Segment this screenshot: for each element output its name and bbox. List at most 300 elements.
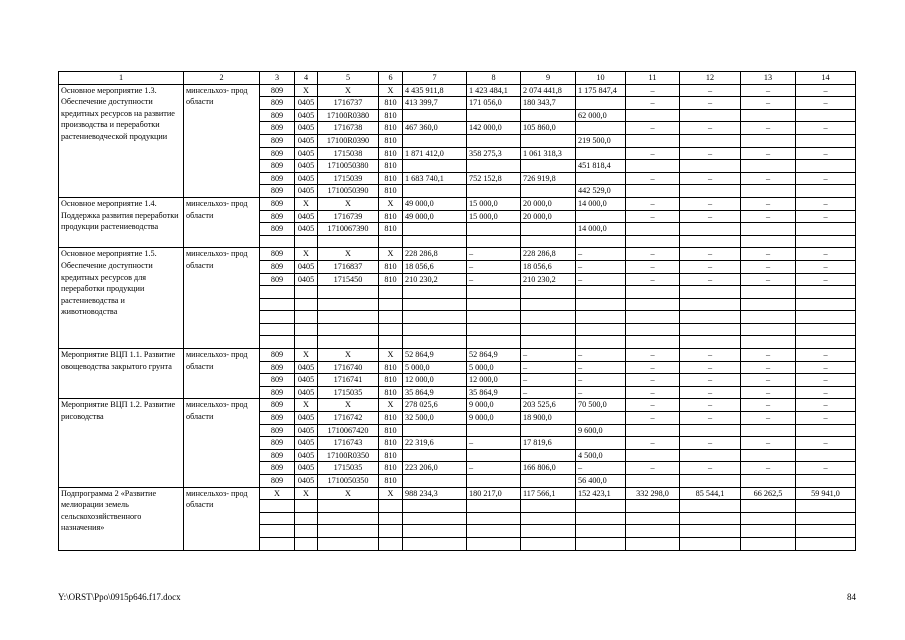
amount-cell xyxy=(403,323,467,336)
code-cell xyxy=(626,512,680,525)
amount-cell: 9 600,0 xyxy=(576,424,626,437)
code-cell xyxy=(260,286,295,299)
code-cell xyxy=(318,336,379,349)
amount-cell xyxy=(467,475,521,488)
code-cell: 810 xyxy=(379,134,403,147)
code-cell: – xyxy=(796,147,856,160)
code-cell: – xyxy=(626,437,680,450)
code-cell xyxy=(318,286,379,299)
amount-cell: 1 175 847,4 xyxy=(576,84,626,97)
table-body xyxy=(59,72,856,551)
code-cell: – xyxy=(626,273,680,286)
code-cell: – xyxy=(796,248,856,261)
code-cell xyxy=(796,449,856,462)
amount-cell xyxy=(403,336,467,349)
code-cell xyxy=(796,185,856,198)
code-cell xyxy=(379,286,403,299)
amount-cell xyxy=(521,160,576,173)
code-cell xyxy=(796,298,856,311)
amount-cell: 62 000,0 xyxy=(576,109,626,122)
amount-cell: 18 900,0 xyxy=(521,412,576,425)
amount-cell xyxy=(467,160,521,173)
amount-cell xyxy=(576,147,626,160)
code-cell xyxy=(680,160,741,173)
code-cell xyxy=(295,286,318,299)
column-number: 1 xyxy=(59,72,184,85)
code-cell xyxy=(741,537,796,550)
code-cell xyxy=(680,500,741,513)
code-cell: – xyxy=(796,437,856,450)
code-cell: 1716737 xyxy=(318,97,379,110)
code-cell xyxy=(680,336,741,349)
code-cell: 1716741 xyxy=(318,374,379,387)
amount-cell: 228 286,8 xyxy=(403,248,467,261)
code-cell: 809 xyxy=(260,361,295,374)
executor: минсельхоз- прод области xyxy=(184,248,260,349)
code-cell: – xyxy=(796,210,856,223)
executor: минсельхоз- прод области xyxy=(184,349,260,399)
amount-cell: 413 399,7 xyxy=(403,97,467,110)
amount-cell xyxy=(521,134,576,147)
code-cell xyxy=(796,323,856,336)
code-cell: X xyxy=(379,84,403,97)
amount-cell xyxy=(467,323,521,336)
code-cell xyxy=(680,185,741,198)
amount-cell xyxy=(521,500,576,513)
amount-cell xyxy=(576,500,626,513)
amount-cell: – xyxy=(467,248,521,261)
code-cell xyxy=(796,336,856,349)
amount-cell: 22 319,6 xyxy=(403,437,467,450)
code-cell xyxy=(741,449,796,462)
code-cell: 810 xyxy=(379,361,403,374)
code-cell: – xyxy=(741,349,796,362)
code-cell xyxy=(379,512,403,525)
code-cell xyxy=(796,500,856,513)
code-cell: – xyxy=(626,412,680,425)
code-cell: – xyxy=(680,386,741,399)
code-cell: – xyxy=(741,399,796,412)
code-cell: 809 xyxy=(260,97,295,110)
code-cell: 17100R0380 xyxy=(318,109,379,122)
code-cell xyxy=(796,160,856,173)
amount-cell xyxy=(521,185,576,198)
amount-cell: – xyxy=(521,349,576,362)
amount-cell: 9 000,0 xyxy=(467,399,521,412)
code-cell: 810 xyxy=(379,424,403,437)
code-cell: 810 xyxy=(379,160,403,173)
measure-name: Мероприятие ВЦП 1.1. Развитие овощеводства закрытого грунта xyxy=(59,349,184,399)
code-cell: – xyxy=(680,97,741,110)
code-cell xyxy=(680,311,741,324)
amount-cell xyxy=(403,223,467,236)
code-cell: – xyxy=(796,462,856,475)
amount-cell: 14 000,0 xyxy=(576,197,626,210)
amount-cell xyxy=(521,336,576,349)
code-cell: – xyxy=(741,147,796,160)
amount-cell xyxy=(403,134,467,147)
amount-cell: 15 000,0 xyxy=(467,197,521,210)
code-cell: – xyxy=(626,361,680,374)
code-cell xyxy=(680,424,741,437)
amount-cell xyxy=(467,109,521,122)
column-number: 7 xyxy=(403,72,467,85)
amount-cell: – xyxy=(521,374,576,387)
code-cell xyxy=(680,525,741,538)
amount-cell: – xyxy=(521,386,576,399)
amount-cell: 12 000,0 xyxy=(403,374,467,387)
amount-cell: 52 864,9 xyxy=(467,349,521,362)
amount-cell xyxy=(576,311,626,324)
amount-cell: 15 000,0 xyxy=(467,210,521,223)
amount-cell xyxy=(403,185,467,198)
code-cell: 1710050390 xyxy=(318,185,379,198)
code-cell: – xyxy=(741,437,796,450)
code-cell xyxy=(379,336,403,349)
code-cell: 0405 xyxy=(295,475,318,488)
code-cell: 17100R0350 xyxy=(318,449,379,462)
code-cell: – xyxy=(626,210,680,223)
code-cell xyxy=(295,311,318,324)
amount-cell xyxy=(576,235,626,248)
code-cell xyxy=(318,525,379,538)
amount-cell xyxy=(403,109,467,122)
code-cell xyxy=(680,223,741,236)
code-cell: 1716739 xyxy=(318,210,379,223)
code-cell: – xyxy=(626,84,680,97)
code-cell xyxy=(741,336,796,349)
code-cell xyxy=(260,525,295,538)
code-cell: – xyxy=(680,122,741,135)
code-cell: – xyxy=(796,349,856,362)
code-cell: – xyxy=(741,197,796,210)
code-cell xyxy=(260,336,295,349)
code-cell: – xyxy=(796,386,856,399)
amount-cell: 17 819,6 xyxy=(521,437,576,450)
code-cell xyxy=(626,286,680,299)
code-cell: 0405 xyxy=(295,210,318,223)
amount-cell: – xyxy=(576,260,626,273)
code-cell xyxy=(260,298,295,311)
code-cell: 1710050350 xyxy=(318,475,379,488)
amount-cell: 1 683 740,1 xyxy=(403,172,467,185)
amount-cell xyxy=(521,449,576,462)
code-cell: – xyxy=(741,210,796,223)
amount-cell xyxy=(521,223,576,236)
table-row xyxy=(59,399,856,412)
column-number: 14 xyxy=(796,72,856,85)
amount-cell: 228 286,8 xyxy=(521,248,576,261)
code-cell xyxy=(796,537,856,550)
amount-cell xyxy=(576,97,626,110)
amount-cell xyxy=(576,298,626,311)
code-cell: X xyxy=(318,349,379,362)
code-cell: 809 xyxy=(260,437,295,450)
amount-cell: – xyxy=(467,462,521,475)
amount-cell xyxy=(521,475,576,488)
code-cell xyxy=(260,311,295,324)
column-number: 12 xyxy=(680,72,741,85)
code-cell: 810 xyxy=(379,223,403,236)
amount-cell: 4 435 911,8 xyxy=(403,84,467,97)
amount-cell: 35 864,9 xyxy=(467,386,521,399)
code-cell: 1710067420 xyxy=(318,424,379,437)
code-cell xyxy=(741,298,796,311)
code-cell xyxy=(796,109,856,122)
code-cell xyxy=(318,235,379,248)
amount-cell xyxy=(403,475,467,488)
table-row xyxy=(59,349,856,362)
code-cell xyxy=(260,323,295,336)
code-cell: – xyxy=(741,248,796,261)
amount-cell: 52 864,9 xyxy=(403,349,467,362)
amount-cell: 117 566,1 xyxy=(521,487,576,500)
code-cell xyxy=(741,134,796,147)
amount-cell xyxy=(467,449,521,462)
code-cell: 809 xyxy=(260,412,295,425)
code-cell: 809 xyxy=(260,172,295,185)
amount-cell: – xyxy=(521,361,576,374)
code-cell: 810 xyxy=(379,412,403,425)
code-cell xyxy=(680,512,741,525)
amount-cell: – xyxy=(467,273,521,286)
code-cell: 809 xyxy=(260,197,295,210)
code-cell: – xyxy=(796,399,856,412)
code-cell: – xyxy=(680,361,741,374)
amount-cell xyxy=(403,160,467,173)
code-cell: X xyxy=(379,487,403,500)
code-cell xyxy=(680,323,741,336)
code-cell: 810 xyxy=(379,386,403,399)
code-cell: – xyxy=(680,462,741,475)
code-cell: 0405 xyxy=(295,412,318,425)
code-cell xyxy=(741,235,796,248)
code-cell xyxy=(379,537,403,550)
code-cell: – xyxy=(741,462,796,475)
code-cell xyxy=(260,235,295,248)
amount-cell xyxy=(521,537,576,550)
code-cell: – xyxy=(626,462,680,475)
code-cell: – xyxy=(796,361,856,374)
amount-cell xyxy=(467,311,521,324)
column-number: 13 xyxy=(741,72,796,85)
amount-cell: 20 000,0 xyxy=(521,197,576,210)
executor: минсельхоз- прод области xyxy=(184,197,260,247)
code-cell xyxy=(626,311,680,324)
code-cell: 0405 xyxy=(295,97,318,110)
measure-name: Подпрограмма 2 «Развитие мелиорации земель сельскохозяйственного назначения» xyxy=(59,487,184,550)
amount-cell xyxy=(467,235,521,248)
amount-cell xyxy=(576,525,626,538)
code-cell: X xyxy=(318,248,379,261)
code-cell: X xyxy=(318,197,379,210)
amount-cell xyxy=(576,286,626,299)
table-row xyxy=(59,197,856,210)
amount-cell: 12 000,0 xyxy=(467,374,521,387)
code-cell xyxy=(295,298,318,311)
code-cell: X xyxy=(379,399,403,412)
amount-cell xyxy=(403,500,467,513)
column-number: 6 xyxy=(379,72,403,85)
amount-cell: 49 000,0 xyxy=(403,210,467,223)
amount-cell xyxy=(467,223,521,236)
code-cell: – xyxy=(626,399,680,412)
code-cell: – xyxy=(626,197,680,210)
code-cell xyxy=(680,286,741,299)
code-cell: 809 xyxy=(260,475,295,488)
code-cell: 1715035 xyxy=(318,386,379,399)
code-cell: 332 298,0 xyxy=(626,487,680,500)
code-cell: 1716740 xyxy=(318,361,379,374)
amount-cell xyxy=(576,437,626,450)
code-cell xyxy=(796,424,856,437)
code-cell: 810 xyxy=(379,172,403,185)
code-cell xyxy=(796,134,856,147)
code-cell xyxy=(796,525,856,538)
code-cell xyxy=(295,537,318,550)
amount-cell: – xyxy=(576,349,626,362)
code-cell: X xyxy=(318,399,379,412)
amount-cell: 1 061 318,3 xyxy=(521,147,576,160)
measure-name: Основное мероприятие 1.5. Обеспечение доступности кредитных ресурсов для переработки продукции растениеводства и животноводства xyxy=(59,248,184,349)
code-cell: 809 xyxy=(260,147,295,160)
code-cell: – xyxy=(796,273,856,286)
amount-cell xyxy=(576,323,626,336)
code-cell: 809 xyxy=(260,399,295,412)
amount-cell xyxy=(521,323,576,336)
amount-cell xyxy=(467,512,521,525)
code-cell xyxy=(626,134,680,147)
code-cell: 810 xyxy=(379,273,403,286)
code-cell xyxy=(626,424,680,437)
budget-table xyxy=(58,71,856,551)
code-cell: X xyxy=(260,487,295,500)
amount-cell xyxy=(521,311,576,324)
code-cell: 0405 xyxy=(295,374,318,387)
code-cell xyxy=(379,323,403,336)
amount-cell xyxy=(467,286,521,299)
amount-cell: 442 529,0 xyxy=(576,185,626,198)
amount-cell xyxy=(521,525,576,538)
amount-cell xyxy=(403,525,467,538)
code-cell: 0405 xyxy=(295,424,318,437)
code-cell xyxy=(626,109,680,122)
code-cell: – xyxy=(796,260,856,273)
code-cell: 0405 xyxy=(295,386,318,399)
code-cell: 810 xyxy=(379,437,403,450)
code-cell: 810 xyxy=(379,462,403,475)
code-cell xyxy=(741,512,796,525)
code-cell: – xyxy=(626,172,680,185)
code-cell: 1716743 xyxy=(318,437,379,450)
code-cell: – xyxy=(680,248,741,261)
code-cell: 1715039 xyxy=(318,172,379,185)
amount-cell: 467 360,0 xyxy=(403,122,467,135)
code-cell: – xyxy=(741,374,796,387)
amount-cell xyxy=(576,122,626,135)
code-cell: – xyxy=(796,197,856,210)
amount-cell xyxy=(576,336,626,349)
code-cell: 809 xyxy=(260,424,295,437)
code-cell: – xyxy=(741,412,796,425)
code-cell: – xyxy=(626,374,680,387)
column-number: 9 xyxy=(521,72,576,85)
amount-cell: 35 864,9 xyxy=(403,386,467,399)
amount-cell: – xyxy=(576,462,626,475)
amount-cell: 5 000,0 xyxy=(467,361,521,374)
code-cell: – xyxy=(680,349,741,362)
amount-cell xyxy=(467,500,521,513)
code-cell: 1710067390 xyxy=(318,223,379,236)
code-cell xyxy=(626,160,680,173)
amount-cell: 166 806,0 xyxy=(521,462,576,475)
amount-cell xyxy=(467,424,521,437)
code-cell xyxy=(796,235,856,248)
amount-cell xyxy=(467,298,521,311)
code-cell: 0405 xyxy=(295,462,318,475)
code-cell: 810 xyxy=(379,109,403,122)
amount-cell: 988 234,3 xyxy=(403,487,467,500)
code-cell: 809 xyxy=(260,210,295,223)
amount-cell: 210 230,2 xyxy=(521,273,576,286)
code-cell: 809 xyxy=(260,386,295,399)
amount-cell xyxy=(576,512,626,525)
executor: минсельхоз- прод области xyxy=(184,487,260,550)
header-row xyxy=(59,72,856,85)
code-cell: – xyxy=(741,260,796,273)
amount-cell xyxy=(521,235,576,248)
column-number: 8 xyxy=(467,72,521,85)
code-cell: 809 xyxy=(260,374,295,387)
code-cell: – xyxy=(680,147,741,160)
amount-cell xyxy=(403,537,467,550)
code-cell xyxy=(741,525,796,538)
code-cell xyxy=(680,109,741,122)
code-cell: – xyxy=(680,273,741,286)
code-cell xyxy=(379,500,403,513)
code-cell xyxy=(741,286,796,299)
code-cell: 0405 xyxy=(295,160,318,173)
amount-cell xyxy=(467,185,521,198)
code-cell: 0405 xyxy=(295,122,318,135)
amount-cell: 14 000,0 xyxy=(576,223,626,236)
code-cell xyxy=(680,537,741,550)
amount-cell xyxy=(403,512,467,525)
amount-cell: 20 000,0 xyxy=(521,210,576,223)
code-cell: X xyxy=(379,197,403,210)
amount-cell: – xyxy=(576,273,626,286)
code-cell xyxy=(741,160,796,173)
code-cell: – xyxy=(741,273,796,286)
column-number: 2 xyxy=(184,72,260,85)
code-cell xyxy=(741,223,796,236)
code-cell: 17100R0390 xyxy=(318,134,379,147)
column-number: 4 xyxy=(295,72,318,85)
code-cell xyxy=(626,323,680,336)
code-cell: 810 xyxy=(379,122,403,135)
code-cell: X xyxy=(295,84,318,97)
code-cell: – xyxy=(796,374,856,387)
amount-cell: 4 500,0 xyxy=(576,449,626,462)
code-cell xyxy=(295,336,318,349)
code-cell: – xyxy=(680,172,741,185)
code-cell xyxy=(260,500,295,513)
code-cell xyxy=(260,512,295,525)
amount-cell: 49 000,0 xyxy=(403,197,467,210)
code-cell xyxy=(626,235,680,248)
code-cell: 809 xyxy=(260,160,295,173)
amount-cell: 278 025,6 xyxy=(403,399,467,412)
